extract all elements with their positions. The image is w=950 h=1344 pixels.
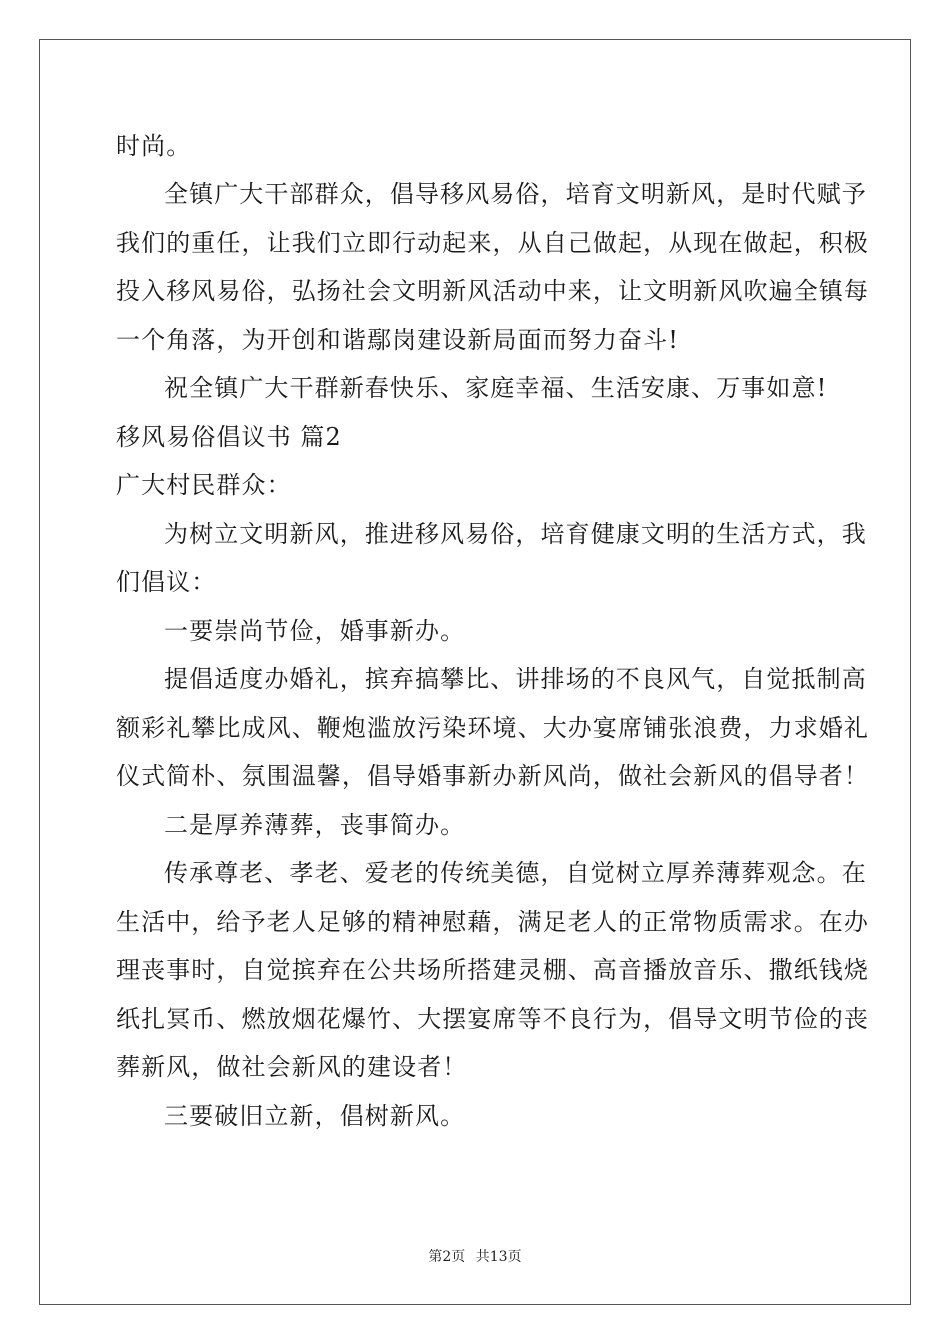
text-line: 我们的重任，让我们立即行动起来，从自己做起，从现在做起，积极: [116, 229, 869, 257]
paragraph-line: 传承尊老、孝老、爱老的传统美德，自觉树立厚养薄葬观念。在: [164, 859, 867, 887]
paragraph-line: 提倡适度办婚礼，摈弃搞攀比、讲排场的不良风气，自觉抵制高: [164, 665, 867, 693]
section-heading: 移风易俗倡议书 篇2: [116, 423, 342, 451]
item-heading: 二是厚养薄葬，丧事简办。: [164, 811, 466, 839]
text-line: 们倡议：: [116, 568, 217, 596]
text-line: 生活中，给予老人足够的精神慰藉，满足老人的正常物质需求。在办: [116, 908, 869, 936]
paragraph-line: 全镇广大干部群众，倡导移风易俗，培育文明新风，是时代赋予: [164, 180, 867, 208]
text-line: 纸扎冥币、燃放烟花爆竹、大摆宴席等不良行为，倡导文明节俭的丧: [116, 1005, 869, 1033]
salutation: 广大村民群众：: [116, 471, 292, 499]
text-line: 理丧事时，自觉摈弃在公共场所搭建灵棚、高音播放音乐、撒纸钱烧: [116, 956, 869, 984]
paragraph-line: 祝全镇广大干群新春快乐、家庭幸福、生活安康、万事如意!: [164, 374, 828, 402]
text-line: 葬新风，做社会新风的建设者！: [116, 1053, 468, 1081]
page-number: 第2页: [428, 1249, 466, 1265]
paragraph-line: 为树立文明新风，推进移风易俗，培育健康文明的生活方式，我: [164, 520, 867, 548]
text-line: 投入移风易俗，弘扬社会文明新风活动中来，让文明新风吹遍全镇每: [116, 277, 869, 305]
page-total: 共13页: [475, 1249, 522, 1265]
item-heading: 三要破旧立新，倡树新风。: [164, 1102, 466, 1130]
item-heading: 一要崇尚节俭，婚事新办。: [164, 617, 466, 645]
text-line: 一个角落，为开创和谐鄢岗建设新局面而努力奋斗!: [116, 326, 679, 354]
text-line: 时尚。: [116, 132, 192, 160]
page-footer: [0, 1246, 950, 1266]
text-line: 仪式简朴、氛围温馨，倡导婚事新办新风尚，做社会新风的倡导者！: [116, 762, 869, 790]
text-line: 额彩礼攀比成风、鞭炮滥放污染环境、大办宴席铺张浪费，力求婚礼: [116, 714, 869, 742]
